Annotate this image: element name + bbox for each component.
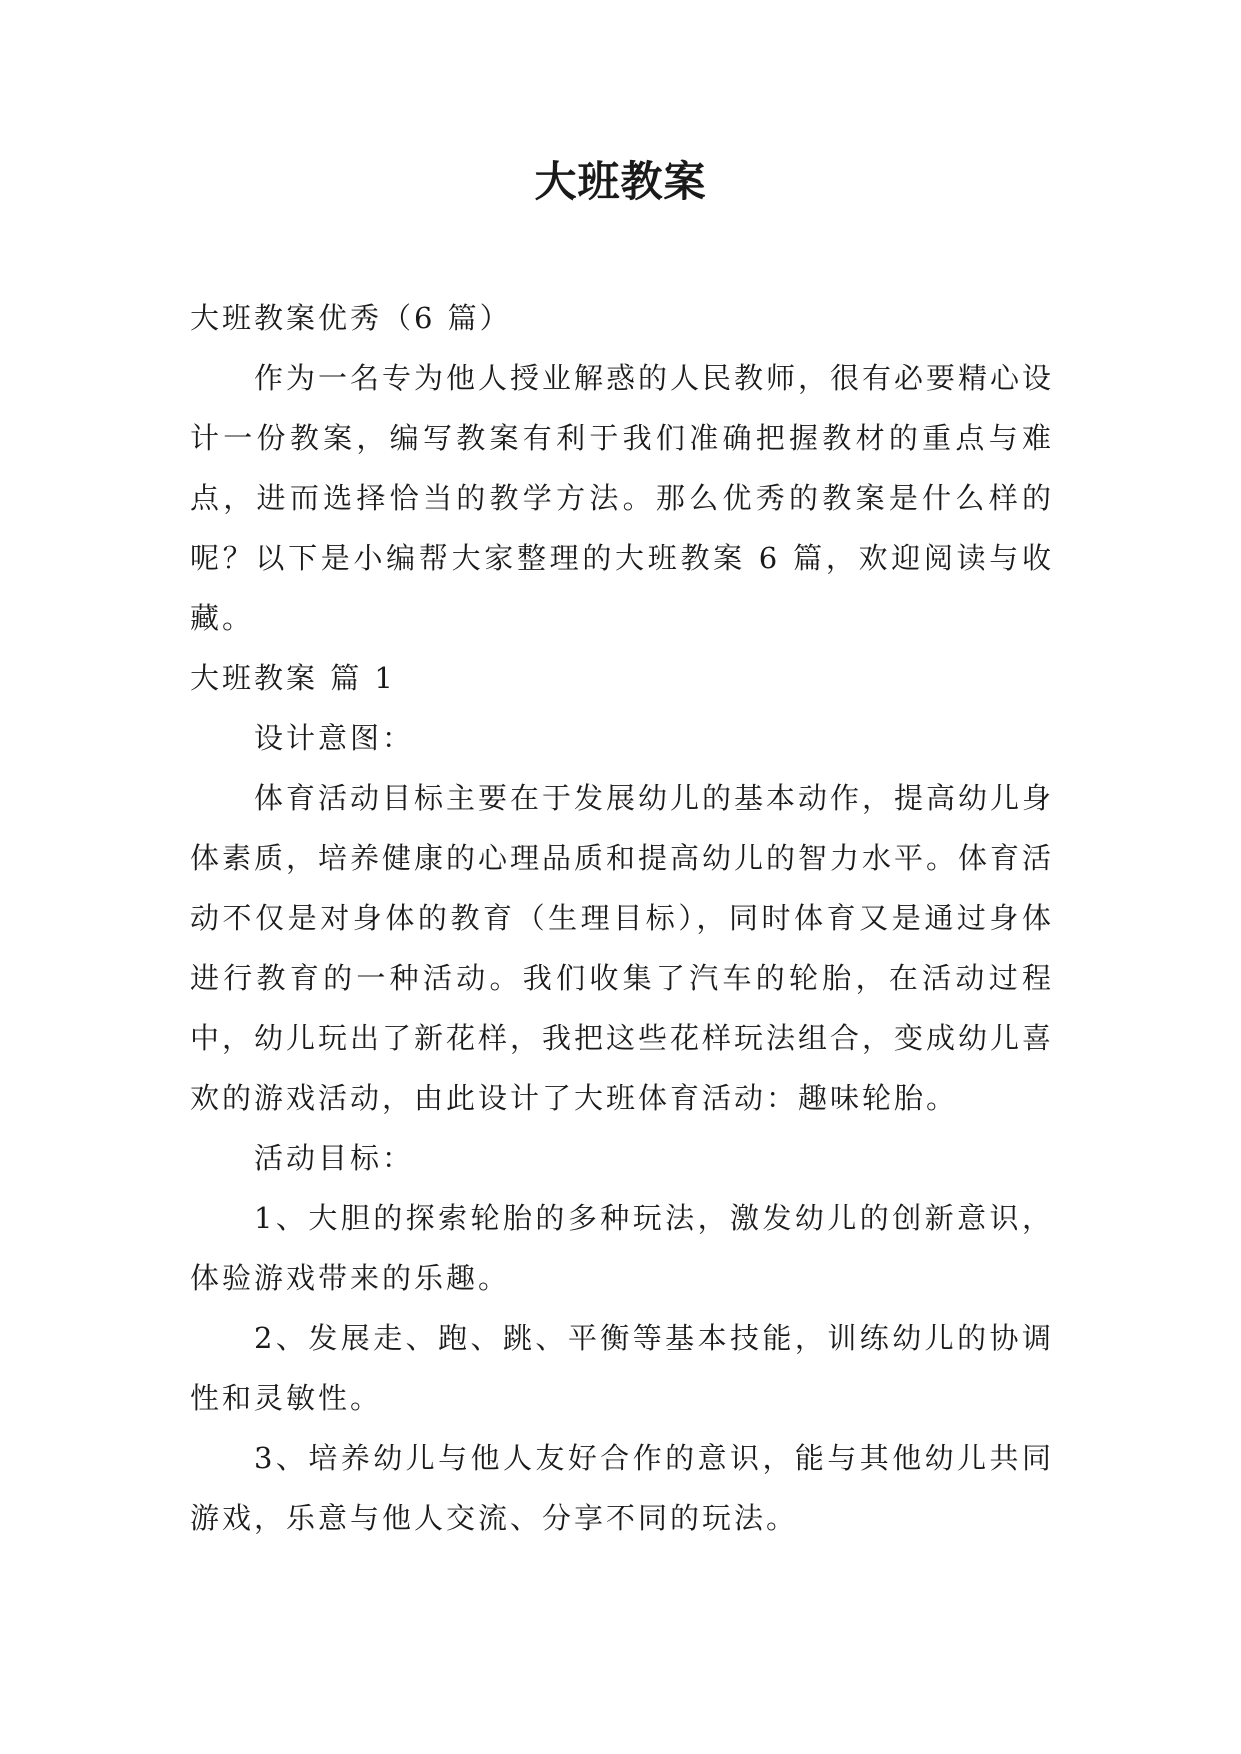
goal-item-3: 3、培养幼儿与他人友好合作的意识，能与其他幼儿共同游戏，乐意与他人交流、分享不同的玩法。 bbox=[190, 1441, 1054, 1535]
document-subtitle: 大班教案优秀（6 篇） bbox=[190, 301, 512, 335]
intro-paragraph: 作为一名专为他人授业解惑的人民教师，很有必要精心设计一份教案，编写教案有利于我们准确把握教材的重点与难点，进而选择恰当的教学方法。那么优秀的教案是什么样的呢？以下是小编帮大家整理的大班教案 6 篇，欢迎阅读与收藏。 bbox=[190, 361, 1055, 635]
design-intent-paragraph: 体育活动目标主要在于发展幼儿的基本动作，提高幼儿身体素质，培养健康的心理品质和提高幼儿的智力水平。体育活动不仅是对身体的教育（生理目标），同时体育又是通过身体进行教育的一种活动。我们收集了汽车的轮胎，在活动过程中，幼儿玩出了新花样，我把这些花样玩法组合，变成幼儿喜欢的游戏活动，由此设计了大班体育活动：趣味轮胎。 bbox=[190, 781, 1055, 1115]
section-heading: 大班教案 篇 1 bbox=[190, 661, 396, 695]
goal-item-1: 1、大胆的探索轮胎的多种玩法，激发幼儿的创新意识，体验游戏带来的乐趣。 bbox=[190, 1201, 1054, 1295]
document-title: 大班教案 bbox=[534, 157, 707, 206]
goals-label: 活动目标： bbox=[254, 1141, 415, 1175]
document-body bbox=[190, 288, 1054, 1548]
design-intent-label: 设计意图： bbox=[254, 721, 415, 755]
goal-item-2: 2、发展走、跑、跳、平衡等基本技能，训练幼儿的协调性和灵敏性。 bbox=[190, 1321, 1054, 1415]
